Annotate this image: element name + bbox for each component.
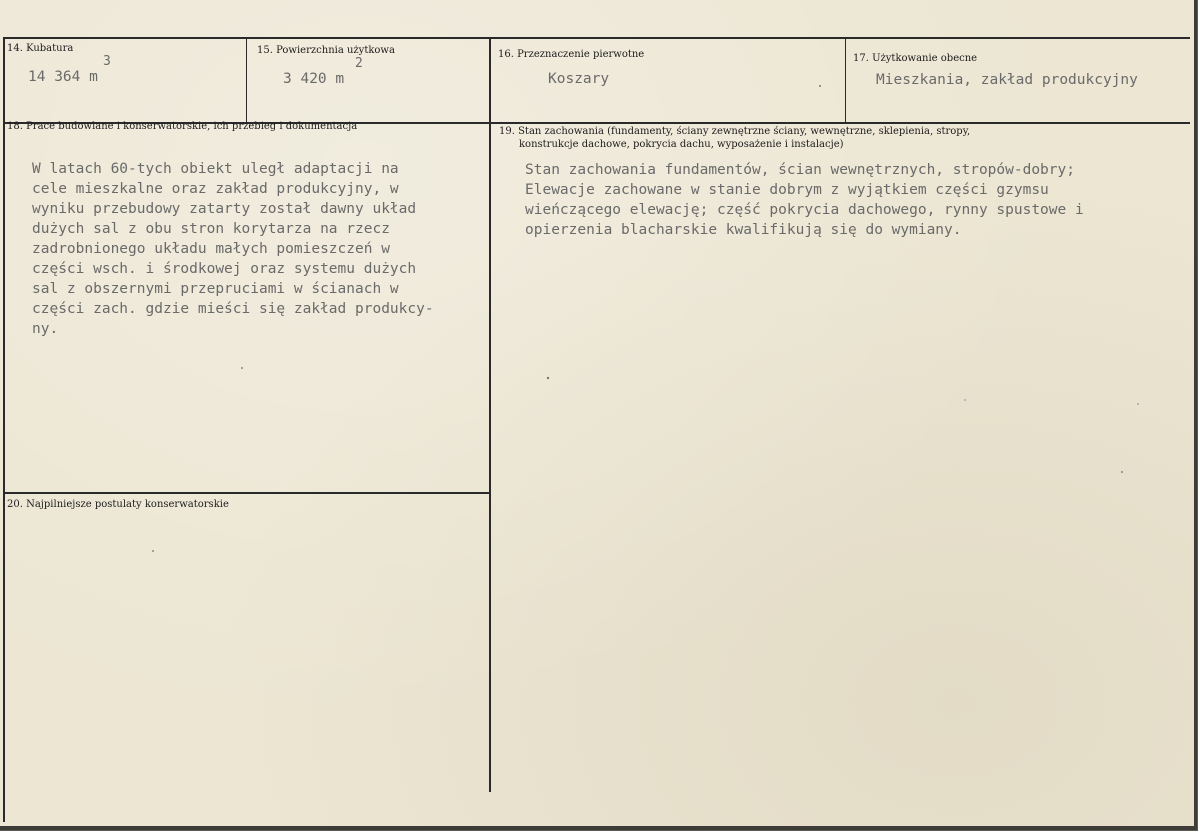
field-18-line: sal z obszernymi przepruciami w ścianach w [32, 281, 399, 297]
field-18-line: cele mieszkalne oraz zakład produkcyjny, w [32, 181, 399, 197]
divider-14-15 [246, 37, 247, 123]
field-16-value: Koszary [548, 71, 610, 87]
field-15-label: 15. Powierzchnia użytkowa [257, 45, 395, 56]
field-18-line: części wsch. i środkowej oraz systemu dużych [32, 261, 417, 277]
field-16-label: 16. Przeznaczenie pierwotne [498, 49, 645, 60]
field-18-line: ny. [32, 321, 59, 337]
divider-16-17 [845, 37, 846, 123]
field-18-text [32, 159, 434, 339]
field-18-line: wyniku przebudowy zatarty został dawny układ [32, 201, 417, 217]
field-15-unit-exponent: 2 [355, 56, 363, 71]
field-17-value: Mieszkania, zakład produkcyjny [876, 72, 1138, 88]
field-19-label-line-1: 19. Stan zachowania (fundamenty, ściany zewnętrzne ściany, wewnętrzne, sklepienia, stropy, [499, 126, 971, 137]
field-18-line: części zach. gdzie mieści się zakład produkcy- [32, 301, 434, 317]
field-20-label: 20. Najpilniejsze postulaty konserwatorskie [7, 499, 229, 510]
field-19-line: opierzenia blacharskie kwalifikują się do wymiany. [525, 222, 962, 238]
field-18-label: 18. Prace budowlane i konserwatorskie, ich przebieg i dokumentacja [7, 121, 358, 132]
field-15-value: 3 420 m [283, 71, 345, 87]
field-17-label: 17. Użytkowanie obecne [853, 53, 978, 64]
field-18-line: W latach 60-tych obiekt uległ adaptacji na [32, 161, 399, 177]
field-18-line: dużych sal z obu stron korytarza na rzecz [32, 221, 390, 237]
field-19-line: wieńczącego elewację; część pokrycia dachowego, rynny spustowe i [525, 202, 1084, 218]
field-14-value: 14 364 m [28, 69, 98, 85]
left-border [3, 37, 5, 822]
field-14-label: 14. Kubatura [7, 43, 74, 54]
field20-top-rule [4, 492, 490, 494]
field-19-label-line-2: konstrukcje dachowe, pokrycia dachu, wyposażenie i instalacje) [519, 139, 844, 150]
field-19-line: Stan zachowania fundamentów, ścian wewnętrznych, stropów-dobry; [525, 162, 1075, 178]
field-14-unit-exponent: 3 [103, 54, 111, 69]
divider-main [489, 37, 491, 792]
field-19-line: Elewacje zachowane w stanie dobrym z wyjątkiem części gzymsu [525, 182, 1049, 198]
field-18-line: zadrobnionego układu małych pomieszczeń w [32, 241, 390, 257]
field-19-text [525, 160, 1084, 240]
top-rule [4, 37, 1190, 39]
